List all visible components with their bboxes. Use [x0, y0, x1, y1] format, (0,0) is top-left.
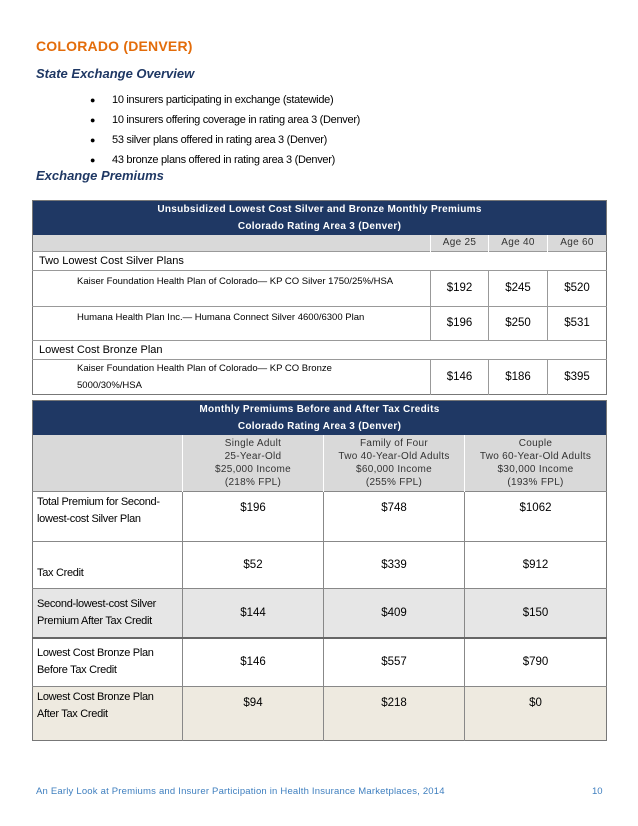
premium-value: $395: [548, 359, 607, 394]
bullet-item: ● 10 insurers participating in exchange (statewide): [90, 90, 360, 110]
table2-subtitle: Colorado Rating Area 3 (Denver): [33, 418, 607, 435]
premium-value: $531: [548, 306, 607, 340]
table-row: [33, 541, 607, 588]
table-row: [33, 686, 607, 740]
overview-bullet-list: [90, 90, 360, 170]
row-label-line: Lowest Cost Bronze Plan: [37, 690, 154, 703]
premium-value: $150: [465, 588, 607, 638]
bronze-group-label: Lowest Cost Bronze Plan: [33, 340, 607, 359]
age-header: Age 60: [548, 235, 607, 251]
row-label-line: Premium After Tax Credit: [37, 614, 152, 627]
premium-value: $52: [183, 541, 324, 588]
premium-value: $520: [548, 270, 607, 306]
table1-subtitle: Colorado Rating Area 3 (Denver): [33, 218, 607, 235]
table1-title: Unsubsidized Lowest Cost Silver and Bronze Monthly Premiums: [33, 201, 607, 219]
premium-value: $1062: [465, 491, 607, 541]
premium-value: $912: [465, 541, 607, 588]
unsubsidized-premiums-table: [32, 200, 607, 395]
premium-value: $218: [324, 686, 465, 740]
column-header-line: $60,000 Income: [356, 463, 432, 475]
row-label: [33, 686, 183, 740]
premium-value: $748: [324, 491, 465, 541]
table-row: [33, 306, 607, 340]
table2-header-blank: [33, 435, 183, 491]
premium-value: $146: [183, 638, 324, 686]
premium-value: $144: [183, 588, 324, 638]
table-row: [33, 588, 607, 638]
age-header: Age 40: [489, 235, 548, 251]
overview-heading: State Exchange Overview: [36, 66, 195, 81]
age-header: Age 25: [431, 235, 489, 251]
row-label: Tax Credit: [33, 541, 183, 588]
table-row: [33, 638, 607, 686]
premium-value: $0: [465, 686, 607, 740]
column-header-line: Family of Four: [359, 437, 429, 449]
premium-value: $94: [183, 686, 324, 740]
bullet-item: ● 43 bronze plans offered in rating area 3 (Denver): [90, 150, 360, 170]
premium-value: $409: [324, 588, 465, 638]
plan-name: Kaiser Foundation Health Plan of Colorado— KP CO Silver 1750/25%/HSA: [33, 270, 431, 306]
premium-value: $250: [489, 306, 548, 340]
row-label-line: Second-lowest-cost Silver: [37, 597, 157, 610]
row-label: [33, 491, 183, 541]
column-header-line: Single Adult: [224, 437, 282, 449]
row-label-line: Lowest Cost Bronze Plan: [37, 647, 154, 660]
premium-value: $196: [431, 306, 489, 340]
table2-title: Monthly Premiums Before and After Tax Credits: [33, 401, 607, 419]
column-header: [324, 435, 465, 491]
column-header-line: (193% FPL): [507, 476, 564, 488]
premium-value: $146: [431, 359, 489, 394]
column-header-line: Couple: [518, 437, 553, 449]
premium-value: $557: [324, 638, 465, 686]
row-label: [33, 638, 183, 686]
column-header-line: Two 60-Year-Old Adults: [479, 450, 592, 462]
page-title: COLORADO (DENVER): [36, 38, 193, 54]
plan-name-line: 5000/30%/HSA: [77, 379, 142, 391]
premium-value: $245: [489, 270, 548, 306]
table1-header-blank: [33, 235, 431, 251]
table-row: [33, 270, 607, 306]
premiums-heading: Exchange Premiums: [36, 168, 164, 183]
row-label-line: Total Premium for Second-: [37, 495, 160, 508]
footer-text: An Early Look at Premiums and Insurer Participation in Health Insurance Marketplaces, 2014: [36, 786, 445, 797]
row-label-line: After Tax Credit: [37, 707, 108, 720]
table-row: [33, 359, 607, 394]
column-header-line: (218% FPL): [224, 476, 282, 488]
column-header-line: 25-Year-Old: [224, 450, 282, 462]
silver-group-label: Two Lowest Cost Silver Plans: [33, 251, 607, 270]
row-label-line: Before Tax Credit: [37, 664, 117, 677]
column-header-line: Two 40-Year-Old Adults: [338, 450, 450, 462]
premium-value: $186: [489, 359, 548, 394]
bullet-item: ● 10 insurers offering coverage in rating area 3 (Denver): [90, 110, 360, 130]
plan-name: Humana Health Plan Inc.— Humana Connect Silver 4600/6300 Plan: [33, 306, 431, 340]
plan-name-line: Kaiser Foundation Health Plan of Colorado— KP CO Bronze: [77, 362, 332, 374]
column-header: [183, 435, 324, 491]
column-header-line: (255% FPL): [365, 476, 423, 488]
column-header-line: $30,000 Income: [497, 463, 574, 475]
row-label-line: lowest-cost Silver Plan: [37, 512, 141, 525]
plan-name: [33, 359, 431, 394]
row-label: [33, 588, 183, 638]
bullet-item: ● 53 silver plans offered in rating area 3 (Denver): [90, 130, 360, 150]
premium-value: $790: [465, 638, 607, 686]
premium-value: $192: [431, 270, 489, 306]
table-row: [33, 491, 607, 541]
premium-value: $339: [324, 541, 465, 588]
column-header-line: $25,000 Income: [215, 463, 291, 475]
column-header: [465, 435, 607, 491]
premium-value: $196: [183, 491, 324, 541]
page-number: 10: [592, 786, 603, 797]
tax-credit-premiums-table: [32, 400, 607, 741]
